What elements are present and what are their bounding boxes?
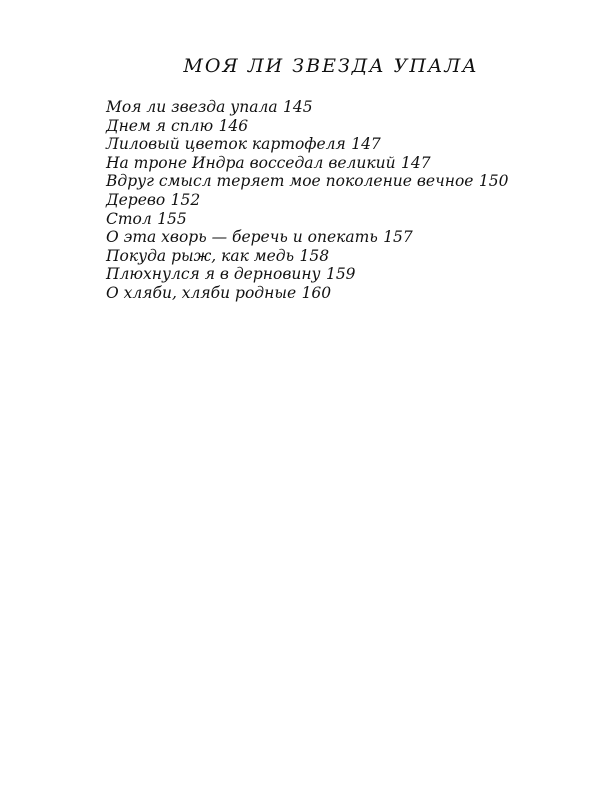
table-of-contents (106, 98, 566, 303)
toc-entry-title: Моя ли звезда упала (106, 98, 278, 116)
toc-entry-page: 147 (401, 153, 431, 172)
toc-entry (106, 98, 566, 117)
toc-entry-title: Вдруг смысл теряет мое поколение вечное (106, 172, 474, 191)
toc-entry-page: 155 (157, 209, 187, 228)
toc-entry-page: 160 (301, 283, 332, 302)
toc-entry (106, 210, 566, 229)
toc-entry (106, 284, 566, 303)
toc-entry (106, 228, 566, 247)
toc-entry (106, 172, 566, 191)
toc-entry-title: Дерево (106, 190, 166, 209)
toc-entry-page: 159 (325, 265, 356, 284)
toc-entry-title: Днем я сплю (106, 116, 214, 135)
section-title: МОЯ ЛИ ЗВЕЗДА УПАЛА (183, 55, 479, 77)
toc-entry (106, 265, 566, 284)
toc-entry-title: На троне Индра восседал великий (106, 153, 396, 172)
toc-entry-page: 146 (218, 116, 249, 135)
toc-entry-title: Стол (106, 209, 152, 228)
toc-entry-title: О эта хворь — беречь и опекать (106, 228, 378, 247)
toc-entry (106, 154, 566, 173)
toc-entry-page: 158 (299, 246, 330, 265)
toc-entry-page: 157 (383, 228, 413, 247)
toc-entry (106, 135, 566, 154)
toc-entry-page: 147 (351, 135, 381, 154)
toc-entry-page: 145 (283, 98, 313, 116)
toc-entry (106, 191, 566, 210)
toc-entry (106, 117, 566, 136)
toc-entry-title: Плюхнулся я в дерновину (106, 265, 321, 284)
toc-entry-title: Покуда рыж, как медь (106, 246, 295, 265)
toc-entry-page: 152 (170, 190, 201, 209)
toc-entry-title: О хляби, хляби родные (106, 283, 297, 302)
toc-entry-title: Лиловый цветок картофеля (106, 135, 346, 154)
toc-entry-page: 150 (478, 172, 509, 191)
toc-entry (106, 247, 566, 266)
